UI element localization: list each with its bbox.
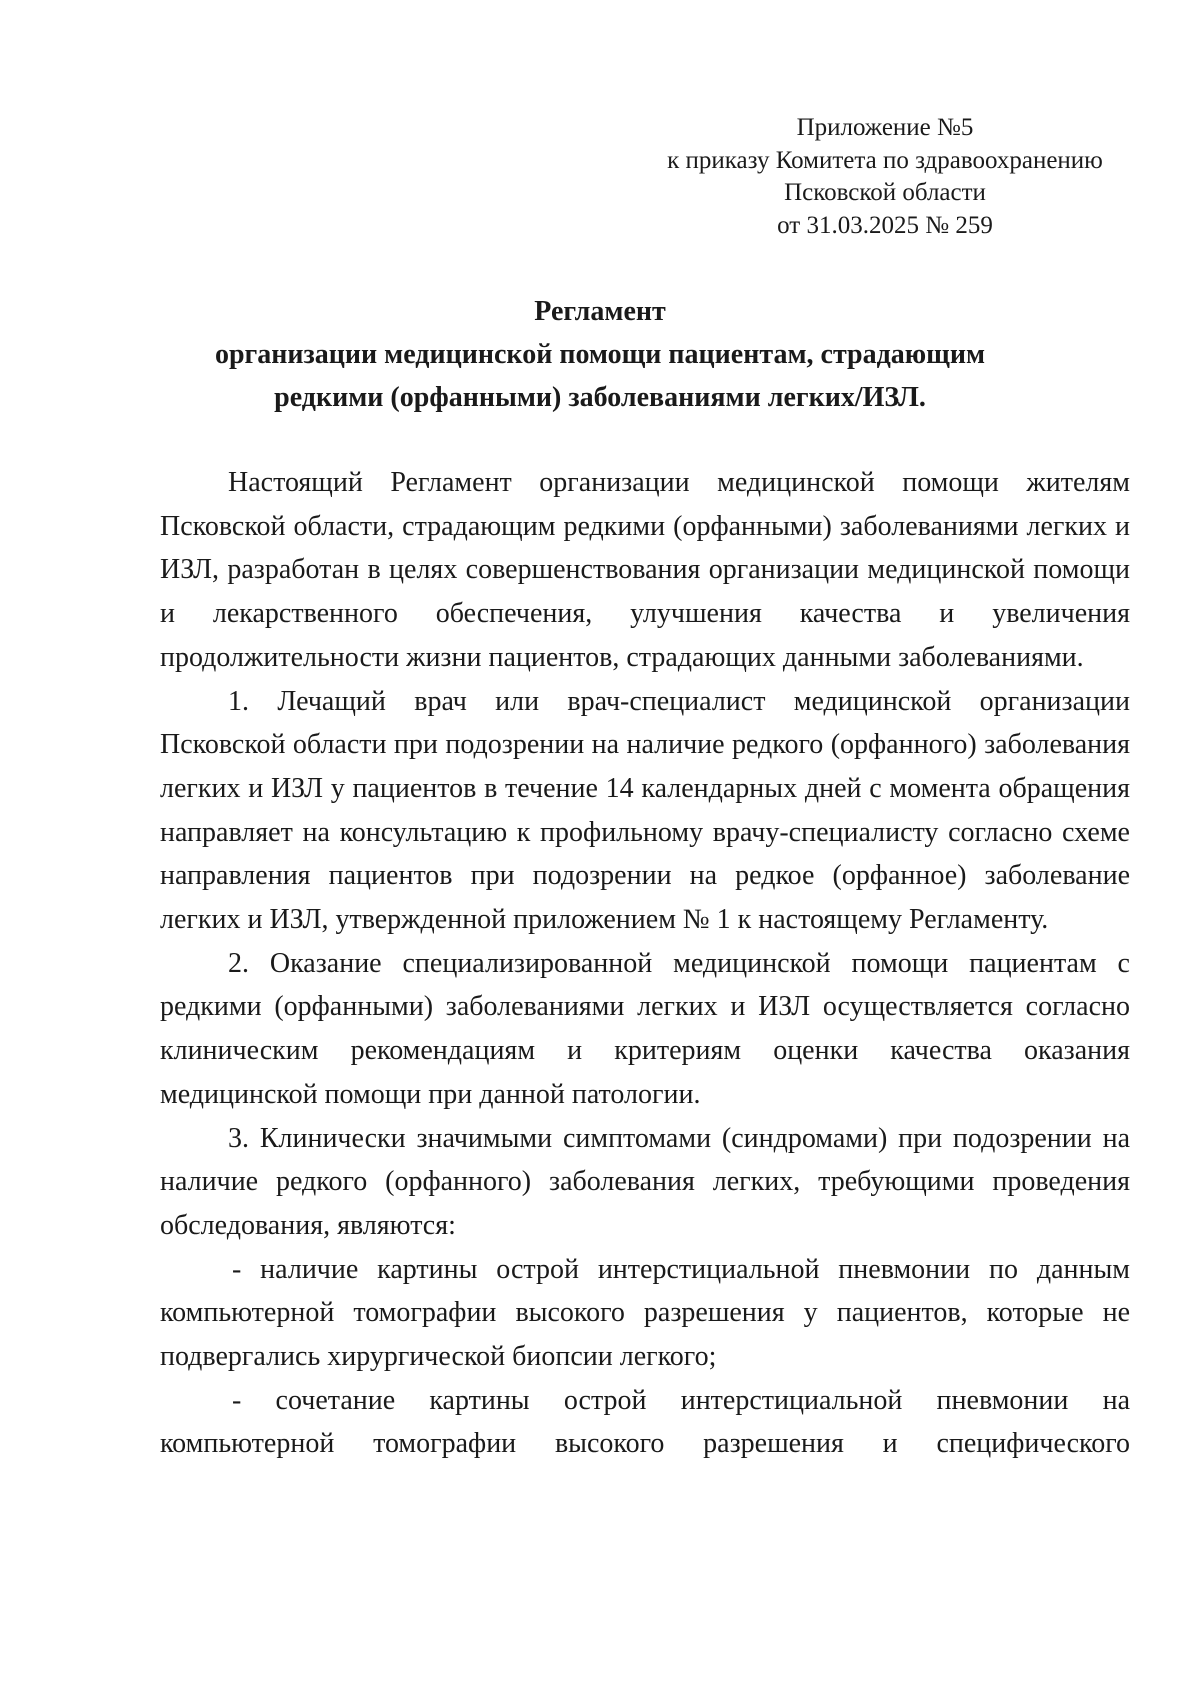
document-body: [160, 461, 1130, 1466]
appendix-region: Псковской области: [784, 179, 986, 206]
intro-paragraph: Настоящий Регламент организации медицинской помощи жителям Псковской области, страдающим редкими (орфанными) заболеваниями легких и ИЗЛ, разработан в целях совершенствования организации медицинской помощи и лекарственного обеспечения, улучшения качества и увеличения продолжительности жизни пациентов, страдающих данными заболеваниями.: [160, 467, 1130, 673]
document-title: [140, 290, 1060, 419]
item-1-paragraph: 1. Лечащий врач или врач-специалист медицинской организации Псковской области при подозрении на наличие редкого (орфанного) заболевания легких и ИЗЛ у пациентов в течение 14 календарных дней с момента обращения направляет на консультацию к профильному врачу-специалисту согласно схеме направления пациентов при подозрении на редкое (орфанное) заболевание легких и ИЗЛ, утвержденной приложением № 1 к настоящему Регламенту.: [160, 685, 1130, 936]
title-line-2: организации медицинской помощи пациентам, страдающим: [214, 339, 986, 370]
title-line-3: редкими (орфанными) заболеваниями легких/ИЗЛ.: [274, 382, 926, 413]
appendix-date: от 31.03.2025 № 259: [777, 211, 993, 239]
appendix-order-ref: к приказу Комитета по здравоохранению: [667, 146, 1103, 174]
appendix-header: [600, 112, 1130, 242]
appendix-number: Приложение №5: [796, 114, 974, 141]
title-line-1: Регламент: [534, 296, 666, 327]
bullet-2-paragraph: - сочетание картины острой интерстициальной пневмонии на компьютерной томографии высокого разрешения и специфического: [160, 1384, 1130, 1460]
item-3-paragraph: 3. Клинически значимыми симптомами (синдромами) при подозрении на наличие редкого (орфанного) заболевания легких, требующими проведения обследования, являются:: [160, 1122, 1130, 1241]
bullet-1-paragraph: - наличие картины острой интерстициальной пневмонии по данным компьютерной томографии высокого разрешения у пациентов, которые не подвергались хирургической биопсии легкого;: [160, 1253, 1130, 1373]
item-2-paragraph: 2. Оказание специализированной медицинской помощи пациентам с редкими (орфанными) заболеваниями легких и ИЗЛ осуществляется согласно клиническим рекомендациям и критериям оценки качества оказания медицинской помощи при данной патологии.: [160, 947, 1130, 1110]
